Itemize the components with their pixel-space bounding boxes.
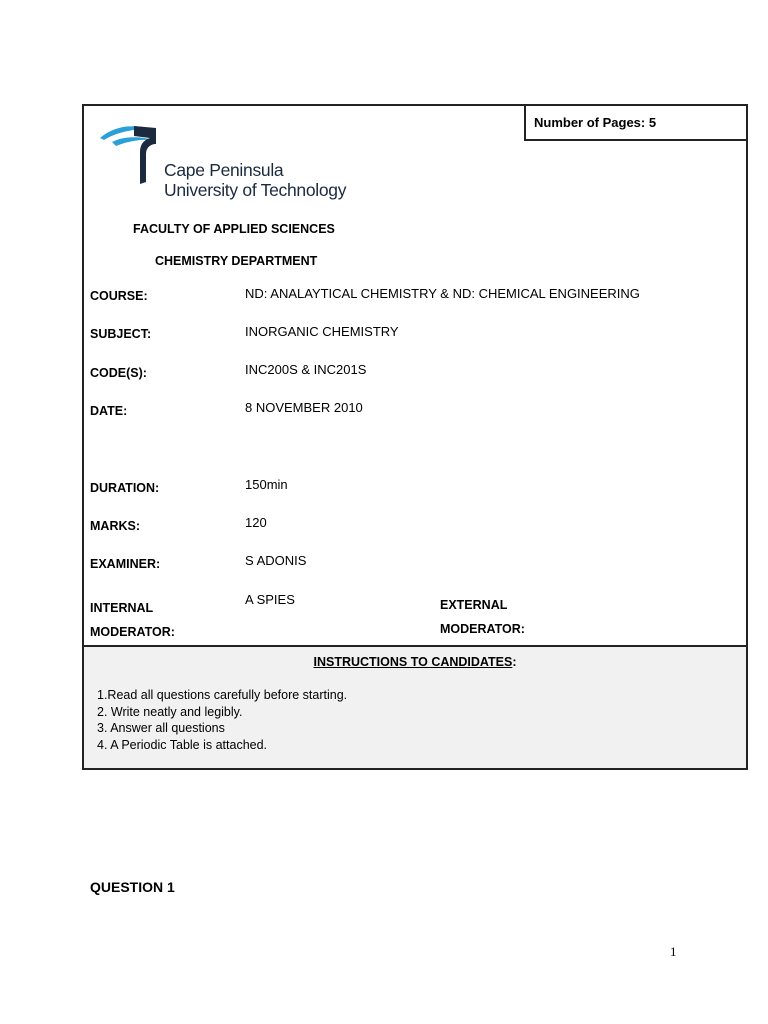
number-of-pages-box	[524, 104, 748, 141]
course-label: COURSE:	[90, 289, 148, 303]
duration-label: DURATION:	[90, 481, 160, 495]
pages-value: 5	[648, 115, 657, 130]
marks-value: 120	[245, 515, 267, 530]
instructions-panel	[84, 647, 746, 768]
subject-label: SUBJECT:	[90, 327, 152, 341]
internal-label-line-2: MODERATOR:	[90, 625, 175, 639]
logo-line-2: University of Technology	[164, 180, 347, 200]
instructions-title-text: INSTRUCTIONS TO CANDIDATES	[313, 655, 513, 669]
subject-value: INORGANIC CHEMISTRY	[245, 324, 399, 339]
instruction-item: 3. Answer all questions	[97, 721, 225, 735]
instruction-item: 2. Write neatly and legibly.	[97, 704, 243, 719]
internal-moderator-value: A SPIES	[245, 592, 295, 607]
codes-label: CODE(S):	[90, 366, 147, 380]
course-value: ND: ANALAYTICAL CHEMISTRY & ND: CHEMICAL ENGINEERING	[245, 286, 640, 301]
external-moderator-label	[440, 593, 525, 641]
logo-text	[164, 160, 346, 200]
faculty-heading: FACULTY OF APPLIED SCIENCES	[133, 222, 335, 236]
examiner-label: EXAMINER:	[90, 557, 161, 571]
instruction-item: 4. A Periodic Table is attached.	[97, 737, 268, 752]
university-logo	[98, 122, 347, 200]
right-edge-segment	[746, 141, 748, 173]
question-heading: QUESTION 1	[90, 879, 175, 895]
internal-moderator-label	[90, 596, 175, 644]
marks-label: MARKS:	[90, 519, 140, 533]
examiner-value: S ADONIS	[245, 553, 307, 568]
pages-label: Number of Pages:	[534, 115, 646, 130]
instructions-list	[97, 687, 347, 753]
codes-value: INC200S & INC201S	[245, 362, 367, 377]
internal-label-line-1: INTERNAL	[90, 601, 154, 615]
instructions-title	[84, 655, 746, 669]
external-label-line-2: MODERATOR:	[440, 622, 525, 636]
logo-mark-icon	[98, 122, 168, 192]
instructions-title-colon: :	[512, 655, 517, 669]
right-edge-segment-2	[746, 583, 748, 647]
logo-line-1: Cape Peninsula	[164, 160, 284, 180]
date-value: 8 NOVEMBER 2010	[245, 400, 363, 415]
duration-value: 150min	[245, 477, 288, 492]
department-heading: CHEMISTRY DEPARTMENT	[155, 254, 318, 268]
page-number: 1	[670, 944, 677, 959]
instruction-item: 1.Read all questions carefully before starting.	[97, 688, 348, 702]
external-label-line-1: EXTERNAL	[440, 598, 508, 612]
date-label: DATE:	[90, 404, 128, 418]
